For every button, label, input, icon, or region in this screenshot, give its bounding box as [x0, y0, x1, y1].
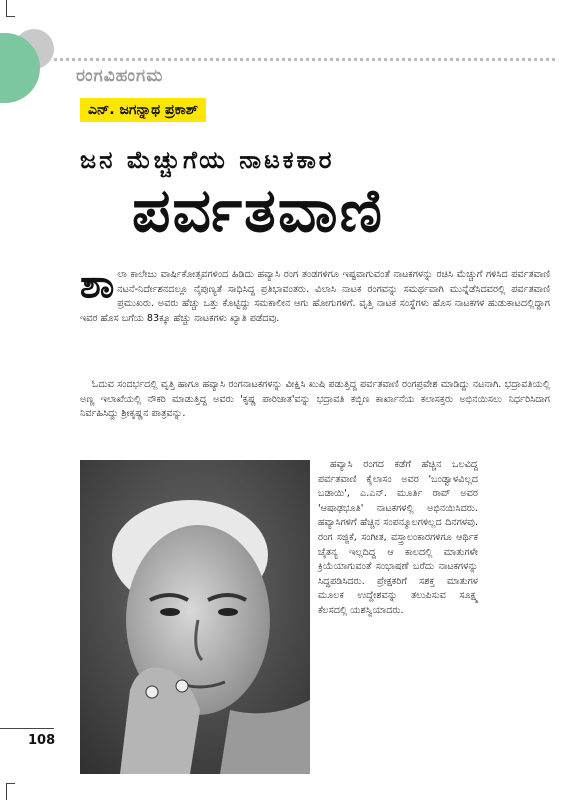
paragraph-1	[80, 262, 550, 326]
paragraph-3: ಹವ್ಯಾಸಿ ರಂಗದ ಕಡೆಗೆ ಹೆಚ್ಚಿನ ಒಲವಿದ್ದ ಪರ್ವತವಾಣಿ ಕೈಲಾಸಂ ಅವರ 'ಬಂಡ್ವಾಳವಿಲ್ಲದ ಬಡಾಯಿ', ಎ.ಎನ್. ಮೂರ್ತಿ ರಾವ್ ಅವರ 'ಆಷಾಢಭೂತಿ' ನಾಟಕಗಳಲ್ಲಿ ಅಭಿನಯಿಸಿದರು. ಹವ್ಯಾಸಿಗಳಿಗೆ ಹೆಚ್ಚಿನ ಸಂಪನ್ಮೂಲಗಳಿಲ್ಲದ ದಿನಗಳವು. ರಂಗ ಸಜ್ಜಿಕೆ, ಸಂಗೀತ, ವಸ್ತ್ರಾಲಂಕಾರಗಳಿಗೂ ಆರ್ಥಿಕ ಚೈತನ್ಯ ಇಲ್ಲದಿದ್ದ ಆ ಕಾಲದಲ್ಲಿ ಮಾತುಗಳೇ ಕ್ರಿಯೆಯಾಗುವಂತೆ ಸಂಭಾಷಣೆ ಬರೆದು ನಾಟಕಗಳನ್ನು ಸಿದ್ಧಪಡಿಸಿದರು. ಪ್ರೇಕ್ಷಕರಿಗೆ ಸಶಕ್ತ ಮಾತುಗಳ ಮೂಲಕ ಉದ್ದೇಶವನ್ನು ತಲುಪಿಸುವ ಸೂಕ್ಷ್ಮ ಕೆಲಸದಲ್ಲಿ ಯಶಸ್ವಿಯಾದರು.	[318, 459, 478, 616]
article-subtitle: ಜನ ಮೆಚ್ಚುಗೆಯ ನಾಟಕಕಾರ	[80, 146, 335, 174]
portrait-photo	[80, 460, 310, 774]
crop-mark-bottom	[6, 783, 15, 800]
paragraph-1-text: ಲಾ ಕಾಲೇಜು ವಾರ್ಷಿಕೋತ್ಸವಗಳಿಂದ ಹಿಡಿದು ಹವ್ಯಾಸಿ ರಂಗ ತಂಡಗಳಿಗೂ ಇಷ್ಟವಾಗುವಂತೆ ನಾಟಕಗಳನ್ನು ರಚಿಸಿ ಮೆಚ್ಚುಗೆ ಗಳಿಸಿದ ಪರ್ವತವಾಣಿ ನಟನೆ-ನಿರ್ದೇಶನದಲ್ಲೂ ನೈಪುಣ್ಯತೆ ಸಾಧಿಸಿದ್ದ ಪ್ರತಿಭಾವಂತರು. ವಿಲಾಸಿ ನಾಟಕ ರಂಗವನ್ನು ಸಮರ್ಥವಾಗಿ ಮುನ್ನೆಡೆಸಿದವರಲ್ಲಿ ಪರ್ವತವಾಣಿ ಪ್ರಮುಖರು. ಅವರು ಹೆಚ್ಚು ಒತ್ತು ಕೊಟ್ಟಿದ್ದು ಸಮಕಾಲೀನ ಆಗು ಹೋಗುಗಳಿಗೆ. ವೃತ್ತಿ ನಾಟಕ ಸಂಸ್ಥೆಗಳು ಹೊಸ ನಾಟಕಗಳ ಹುಡುಕಾಟದಲ್ಲಿದ್ದಾಗ ಇವರ ಹೊಸ ಬಗೆಯ 83ಕ್ಕೂ ಹೆಚ್ಚು ನಾಟಕಗಳು ಖ್ಯಾತಿ ಪಡೆದವು.	[80, 269, 550, 324]
section-title: ರಂಗವಿಹಂಗಮ	[76, 66, 164, 86]
page-number: 108	[28, 733, 56, 748]
portrait-illustration	[80, 460, 310, 774]
page-rule	[0, 728, 54, 729]
article-title: ಪರ್ವತವಾಣಿ	[132, 176, 385, 246]
dotted-rule	[54, 58, 555, 61]
paragraph-2: ಓದುವ ಸಂದರ್ಭದಲ್ಲಿ ವೃತ್ತಿ ಹಾಗೂ ಹವ್ಯಾಸಿ ರಂಗನಾಟಕಗಳನ್ನು ವೀಕ್ಷಿಸಿ ಖುಷಿ ಪಡುತ್ತಿದ್ದ ಪರ್ವತವಾಣಿ ರಂಗಪ್ರವೇಶ ಮಾಡಿದ್ದು ನಟನಾಗಿ. ಭದ್ರಾವತಿಯಲ್ಲಿ ಅಣ್ಣ ಇಲಾಖೆಯಲ್ಲಿ ನೌಕರಿ ಮಾಡುತ್ತಿದ್ದ ಅವರು 'ಕೃಷ್ಣ ಪಾರಿಜಾತ'ವನ್ನು ಭದ್ರಾವತಿ ಕಬ್ಬಿಣ ಕಾರ್ಖಾನೆಯ ಕಲಾಸಕ್ತರು ಅಭಿನಯಿಸಲು ನಿರ್ಧರಿಸಿದಾಗ ನಿರ್ವಹಿಸಿದ್ದು ಶ್ರೀಕೃಷ್ಣನ ಪಾತ್ರವನ್ನು.	[80, 379, 550, 420]
author-badge: ಎನ್. ಜಗನ್ನಾಥ ಪ್ರಕಾಶ್	[80, 98, 206, 122]
drop-cap: ಶಾ	[80, 262, 115, 306]
crop-mark-top	[6, 0, 15, 17]
